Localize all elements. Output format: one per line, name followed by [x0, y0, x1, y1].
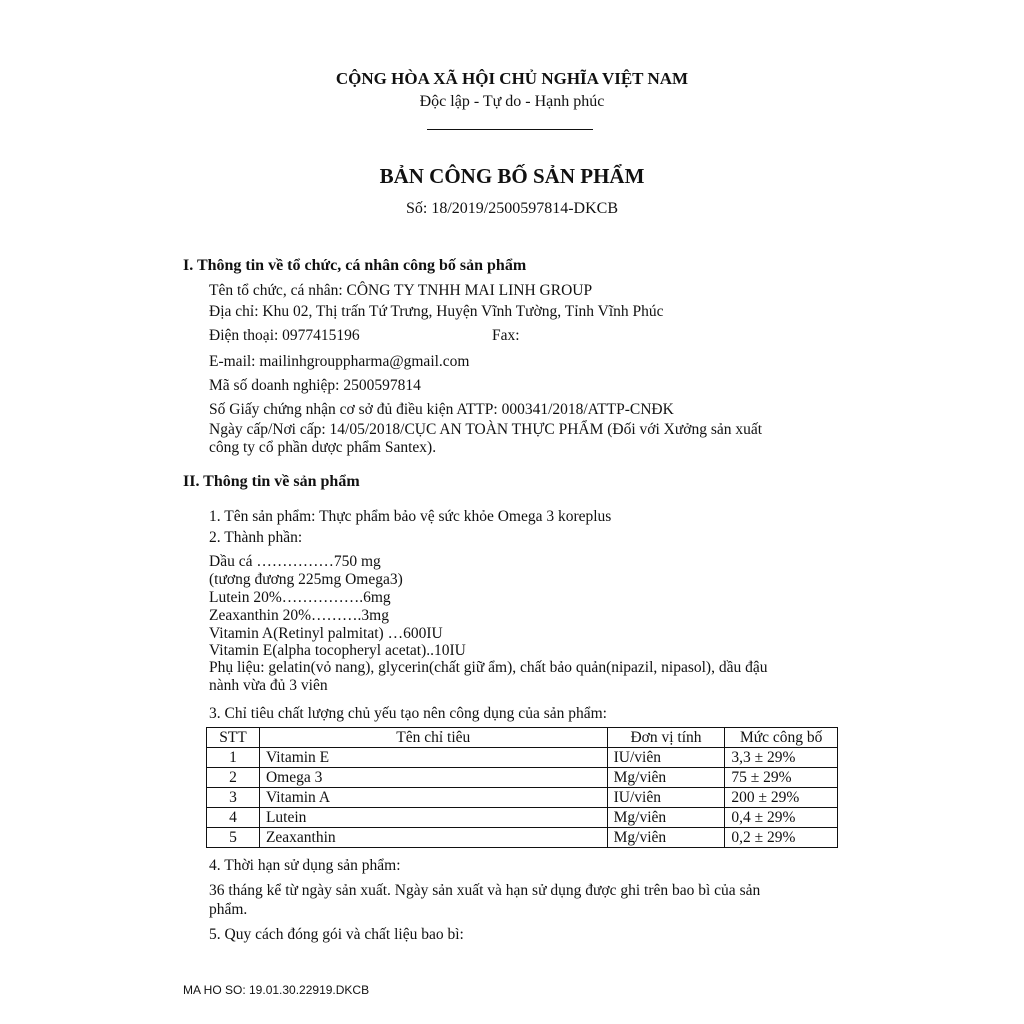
cell-name: Vitamin A: [259, 788, 607, 808]
table-row: [207, 768, 838, 788]
table-row: [207, 788, 838, 808]
column-header-stt: STT: [207, 728, 260, 748]
ingredients-heading: 2. Thành phần:: [209, 529, 303, 546]
table-row: [207, 828, 838, 848]
packaging-heading: 5. Quy cách đóng gói và chất liệu bao bì:: [209, 926, 464, 943]
table-row: [207, 808, 838, 828]
document-title: BẢN CÔNG BỐ SẢN PHẨM: [379, 164, 645, 188]
column-header-unit: Đơn vị tính: [607, 728, 725, 748]
phone: Điện thoại: 0977415196: [209, 327, 360, 344]
section1-heading: I. Thông tin về tổ chức, cá nhân công bố sản phẩm: [183, 257, 527, 274]
table-row: [207, 748, 838, 768]
ingredient-line: Zeaxanthin 20%……….3mg: [209, 607, 389, 624]
ingredient-line: Phụ liệu: gelatin(vỏ nang), glycerin(chất giữ ẩm), chất bảo quản(nipazil, nipasol), dầu đậu: [209, 659, 768, 676]
shelf-life-line1: 36 tháng kể từ ngày sản xuất. Ngày sản xuất và hạn sử dụng được ghi trên bao bì của sản: [209, 882, 761, 899]
cell-unit: Mg/viên: [607, 828, 725, 848]
cell-stt: 5: [207, 828, 260, 848]
cell-unit: Mg/viên: [607, 768, 725, 788]
cell-value: 200 ± 29%: [725, 788, 838, 808]
section2-heading: II. Thông tin về sản phẩm: [183, 473, 360, 490]
ingredient-line: (tương đương 225mg Omega3): [209, 571, 403, 588]
cell-value: 75 ± 29%: [725, 768, 838, 788]
cell-value: 0,4 ± 29%: [725, 808, 838, 828]
column-header-value: Mức công bố: [725, 728, 838, 748]
cell-name: Lutein: [259, 808, 607, 828]
file-code: MA HO SO: 19.01.30.22919.DKCB: [183, 983, 370, 997]
ingredient-line: Dầu cá ……………750 mg: [209, 553, 381, 570]
cell-value: 3,3 ± 29%: [725, 748, 838, 768]
cell-stt: 3: [207, 788, 260, 808]
ingredient-line: Vitamin A(Retinyl palmitat) …600IU: [209, 625, 443, 642]
shelf-life-heading: 4. Thời hạn sử dụng sản phẩm:: [209, 857, 401, 874]
email: E-mail: mailinhgrouppharma@gmail.com: [209, 353, 470, 370]
cell-stt: 1: [207, 748, 260, 768]
column-header-name: Tên chỉ tiêu: [259, 728, 607, 748]
cell-value: 0,2 ± 29%: [725, 828, 838, 848]
cell-name: Zeaxanthin: [259, 828, 607, 848]
ingredient-line: Vitamin E(alpha tocopheryl acetat)..10IU: [209, 642, 466, 659]
quality-table: [206, 727, 838, 848]
atp-certificate: Số Giấy chứng nhận cơ sở đủ điều kiện ATTP: 000341/2018/ATTP-CNĐK: [209, 401, 674, 418]
quality-heading: 3. Chỉ tiêu chất lượng chủ yếu tạo nên công dụng của sản phẩm:: [209, 705, 607, 722]
address: Địa chỉ: Khu 02, Thị trấn Tứ Trưng, Huyện Vĩnh Tường, Tỉnh Vĩnh Phúc: [209, 303, 664, 320]
cell-stt: 4: [207, 808, 260, 828]
motto: Độc lập - Tự do - Hạnh phúc: [419, 93, 605, 110]
header-divider: [427, 129, 593, 130]
fax: Fax:: [492, 327, 520, 344]
cell-unit: Mg/viên: [607, 808, 725, 828]
product-name: 1. Tên sản phẩm: Thực phẩm bảo vệ sức khỏe Omega 3 koreplus: [209, 508, 612, 525]
table-header-row: [207, 728, 838, 748]
ingredient-line: Lutein 20%…………….6mg: [209, 589, 391, 606]
cell-stt: 2: [207, 768, 260, 788]
issue-info-line1: Ngày cấp/Nơi cấp: 14/05/2018/CỤC AN TOÀN THỰC PHẨM (Đối với Xưởng sản xuất: [209, 421, 763, 438]
ingredient-line: nành vừa đủ 3 viên: [209, 677, 328, 694]
document-number: Số: 18/2019/2500597814-DKCB: [405, 200, 618, 217]
org-name: Tên tổ chức, cá nhân: CÔNG TY TNHH MAI LINH GROUP: [209, 282, 593, 299]
issue-info-line2: công ty cổ phần dược phẩm Santex).: [209, 439, 437, 456]
cell-name: Omega 3: [259, 768, 607, 788]
cell-unit: IU/viên: [607, 788, 725, 808]
cell-unit: IU/viên: [607, 748, 725, 768]
cell-name: Vitamin E: [259, 748, 607, 768]
shelf-life-line2: phẩm.: [209, 901, 248, 918]
business-code: Mã số doanh nghiệp: 2500597814: [209, 377, 421, 394]
country-header: CỘNG HÒA XÃ HỘI CHỦ NGHĨA VIỆT NAM: [335, 69, 689, 88]
